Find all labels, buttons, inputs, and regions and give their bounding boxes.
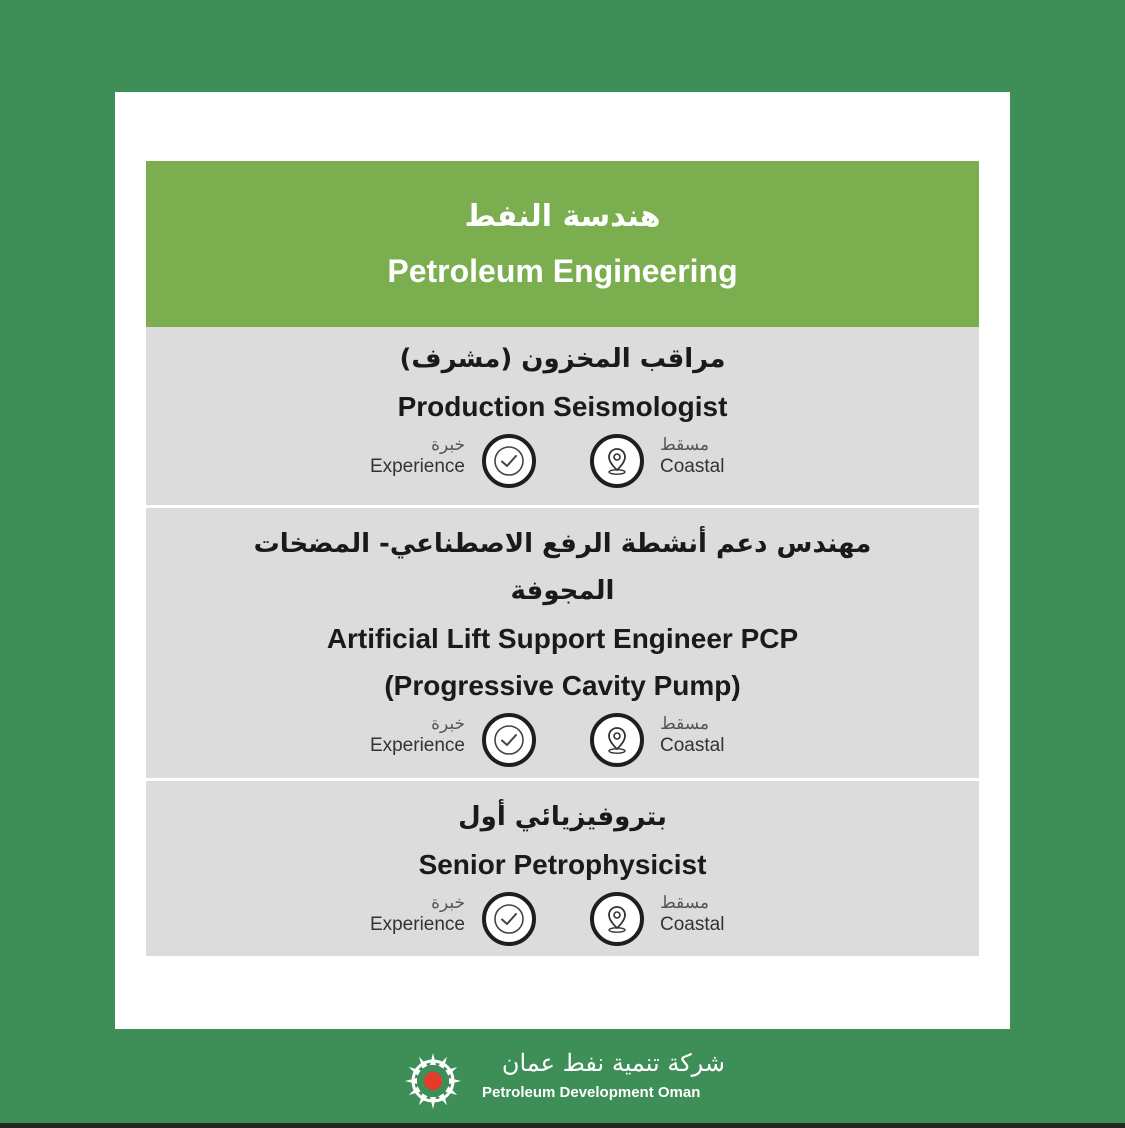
location-label-english: Coastal: [660, 456, 725, 477]
job-meta: [146, 888, 979, 952]
experience-label: [363, 892, 465, 936]
section-title-arabic: هندسة النفط: [464, 199, 661, 234]
job-item: [146, 327, 979, 505]
pdo-logo-icon: [402, 1050, 464, 1116]
company-footer: [0, 1046, 1125, 1108]
experience-label-arabic: خبرة: [431, 893, 465, 912]
experience-label-english: Experience: [369, 914, 465, 935]
location-label-arabic: مسقط: [660, 435, 710, 454]
job-meta: [146, 709, 979, 773]
location-label-english: Coastal: [660, 914, 725, 935]
job-title-arabic: مراقب المخزون (مشرف): [399, 344, 726, 374]
experience-label-english: Experience: [369, 456, 465, 477]
job-title-english: Artificial Lift Support Engineer PCP: [326, 623, 799, 654]
job-listing-card: [115, 92, 1010, 1029]
job-panel: [146, 161, 979, 956]
section-header: [146, 161, 979, 327]
job-title-english: Production Seismologist: [397, 391, 728, 422]
company-name-arabic: شركة تنمية نفط عمان: [501, 1049, 725, 1077]
experience-label-english: Experience: [369, 735, 465, 756]
job-meta: [146, 430, 979, 494]
job-title-arabic: مهندس دعم أنشطة الرفع الاصطناعي- المضخات: [253, 529, 872, 559]
location-label-english: Coastal: [660, 735, 725, 756]
job-title-english: Senior Petrophysicist: [418, 849, 707, 880]
job-title-arabic-line-2: المجوفة: [510, 576, 615, 606]
location-label: [660, 434, 780, 478]
job-item: [146, 778, 979, 956]
location-label-arabic: مسقط: [660, 893, 710, 912]
experience-label-arabic: خبرة: [431, 714, 465, 733]
location-label: [660, 713, 780, 757]
bottom-strip: [0, 1123, 1125, 1128]
section-title-english: Petroleum Engineering: [387, 253, 738, 289]
job-title-arabic: بتروفيزيائي أول: [458, 802, 667, 832]
location-label: [660, 892, 780, 936]
location-label-arabic: مسقط: [660, 714, 710, 733]
experience-label: [363, 434, 465, 478]
experience-label-arabic: خبرة: [431, 435, 465, 454]
company-name-english: Petroleum Development Oman: [482, 1084, 701, 1101]
job-item: [146, 505, 979, 778]
experience-label: [363, 713, 465, 757]
job-title-english-line-2: (Progressive Cavity Pump): [384, 670, 741, 701]
